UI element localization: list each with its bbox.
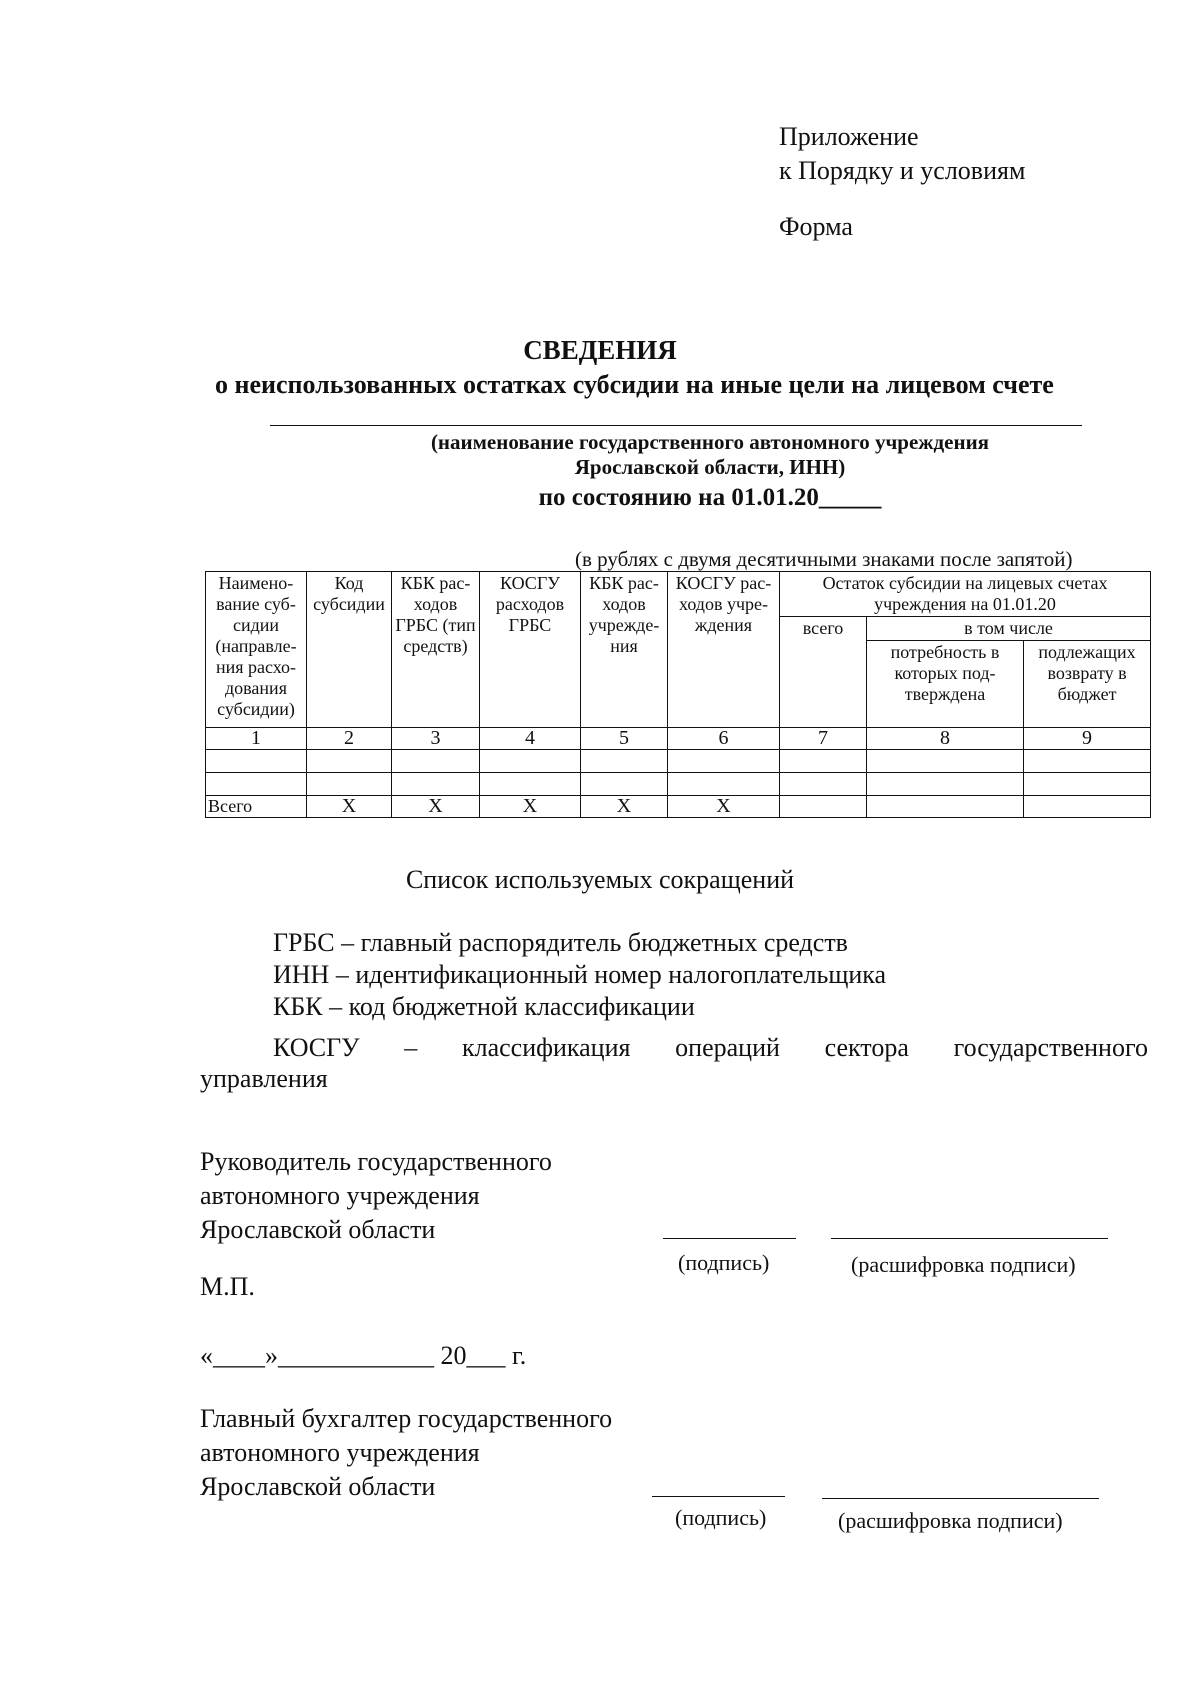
table-cell[interactable] <box>1024 773 1151 796</box>
header-to-return: подлежащих возврату в бюджет <box>1024 641 1151 728</box>
accountant-decoding-label: (расшифровка подписи) <box>838 1508 1063 1533</box>
column-number: 2 <box>307 728 392 750</box>
stamp-place: М.П. <box>200 1272 255 1301</box>
table-cell[interactable] <box>307 750 392 773</box>
accountant-title-line1: Главный бухгалтер государственного <box>200 1404 613 1433</box>
as-of-date: по состоянию на 01.01.20_____ <box>538 484 882 511</box>
header-including: в том числе <box>867 617 1151 641</box>
units-note: (в рублях с двумя десятичными знаками после запятой) <box>575 547 1073 571</box>
table-cell[interactable] <box>581 773 668 796</box>
table-cell[interactable] <box>392 773 480 796</box>
head-title-line2: автономного учреждения <box>200 1181 480 1210</box>
abbreviation-kosgu <box>273 1033 1148 1063</box>
abbreviation-grbs: ГРБС – главный распорядитель бюджетных средств <box>273 928 848 957</box>
head-signatory <box>200 1145 552 1247</box>
head-decoding-line[interactable] <box>831 1238 1108 1239</box>
date-line: «____»____________ 20___ г. <box>200 1341 527 1370</box>
header-remainder: Остаток субсидии на лицевых счетах учреждения на 01.01.20 <box>780 572 1151 617</box>
header-kbk-institution: КБК рас-ходов учрежде-ния <box>581 572 668 728</box>
accountant-decoding-line[interactable] <box>822 1498 1099 1499</box>
column-number: 5 <box>581 728 668 750</box>
table-cell[interactable] <box>668 773 780 796</box>
head-signature-label: (подпись) <box>678 1250 770 1275</box>
abbreviation-inn: ИНН – идентификационный номер налогоплательщика <box>273 960 887 989</box>
not-applicable-mark: Х <box>480 796 581 818</box>
table-cell[interactable] <box>668 750 780 773</box>
abbreviation-kosgu-continued: управления <box>200 1064 328 1093</box>
column-number: 8 <box>867 728 1024 750</box>
table-cell[interactable] <box>480 773 581 796</box>
total-cell[interactable] <box>780 796 867 818</box>
column-number: 3 <box>392 728 480 750</box>
accountant-signatory <box>200 1402 612 1504</box>
table-cell[interactable] <box>307 773 392 796</box>
abbreviation-kosgu-word: государственного <box>953 1033 1148 1062</box>
table-cell[interactable] <box>206 750 307 773</box>
header-kosgu-institution: КОСГУ рас-ходов учре-ждения <box>668 572 780 728</box>
abbreviations-title: Список используемых сокращений <box>405 865 795 894</box>
not-applicable-mark: Х <box>307 796 392 818</box>
institution-name-line <box>270 425 1082 426</box>
total-cell[interactable] <box>867 796 1024 818</box>
column-number: 7 <box>780 728 867 750</box>
header-confirmed-need: потребность в которых под-тверждена <box>867 641 1024 728</box>
head-title-line1: Руководитель государственного <box>200 1147 552 1176</box>
appendix-label: Приложение <box>779 122 919 151</box>
document-subtitle: о неиспользованных остатках субсидии на иные цели на лицевом счете <box>215 370 1054 399</box>
header-subsidy-code: Код субсидии <box>307 572 392 728</box>
abbreviation-kosgu-word: сектора <box>824 1033 909 1062</box>
header-subsidy-name: Наимено-вание суб-сидии (направле-ния расхо-дования субсидии) <box>206 572 307 728</box>
document-title: СВЕДЕНИЯ <box>523 335 677 365</box>
remainders-table <box>205 571 1151 818</box>
table-row <box>206 750 1151 773</box>
table-cell[interactable] <box>1024 750 1151 773</box>
header-total: всего <box>780 617 867 728</box>
column-number: 6 <box>668 728 780 750</box>
column-number: 9 <box>1024 728 1151 750</box>
total-row <box>206 796 1151 818</box>
column-number: 4 <box>480 728 581 750</box>
table-cell[interactable] <box>867 750 1024 773</box>
accountant-title-line3: Ярославской области <box>200 1472 436 1501</box>
total-label: Всего <box>206 796 307 818</box>
abbreviation-kosgu-word: – <box>404 1033 418 1062</box>
table-cell[interactable] <box>392 750 480 773</box>
total-cell[interactable] <box>1024 796 1151 818</box>
head-signature-line[interactable] <box>663 1238 796 1239</box>
table-cell[interactable] <box>867 773 1024 796</box>
head-decoding-label: (расшифровка подписи) <box>851 1252 1076 1277</box>
header-kbk-grbs: КБК рас-ходов ГРБС (тип средств) <box>392 572 480 728</box>
form-label: Форма <box>779 212 853 241</box>
appendix-reference: к Порядку и условиям <box>779 156 1026 185</box>
table-row <box>206 773 1151 796</box>
accountant-signature-label: (подпись) <box>675 1505 767 1530</box>
not-applicable-mark: Х <box>392 796 480 818</box>
table-cell[interactable] <box>206 773 307 796</box>
table-cell[interactable] <box>581 750 668 773</box>
abbreviation-kbk: КБК – код бюджетной классификации <box>273 992 695 1021</box>
institution-note-line1: (наименование государственного автономного учреждения <box>430 430 990 454</box>
not-applicable-mark: Х <box>668 796 780 818</box>
abbreviation-kosgu-word: КОСГУ <box>273 1033 360 1062</box>
abbreviation-kosgu-word: классификация <box>461 1033 631 1062</box>
header-kosgu-grbs: КОСГУ расходов ГРБС <box>480 572 581 728</box>
column-number: 1 <box>206 728 307 750</box>
column-numbers-row <box>206 728 1151 750</box>
head-title-line3: Ярославской области <box>200 1215 436 1244</box>
table-cell[interactable] <box>780 750 867 773</box>
not-applicable-mark: Х <box>581 796 668 818</box>
institution-name-note <box>330 430 1090 480</box>
table-cell[interactable] <box>480 750 581 773</box>
accountant-title-line2: автономного учреждения <box>200 1438 480 1467</box>
accountant-signature-line[interactable] <box>652 1496 785 1497</box>
institution-note-line2: Ярославской области, ИНН) <box>574 455 846 479</box>
table-cell[interactable] <box>780 773 867 796</box>
abbreviation-kosgu-word: операций <box>675 1033 780 1062</box>
appendix-block <box>779 120 1025 244</box>
